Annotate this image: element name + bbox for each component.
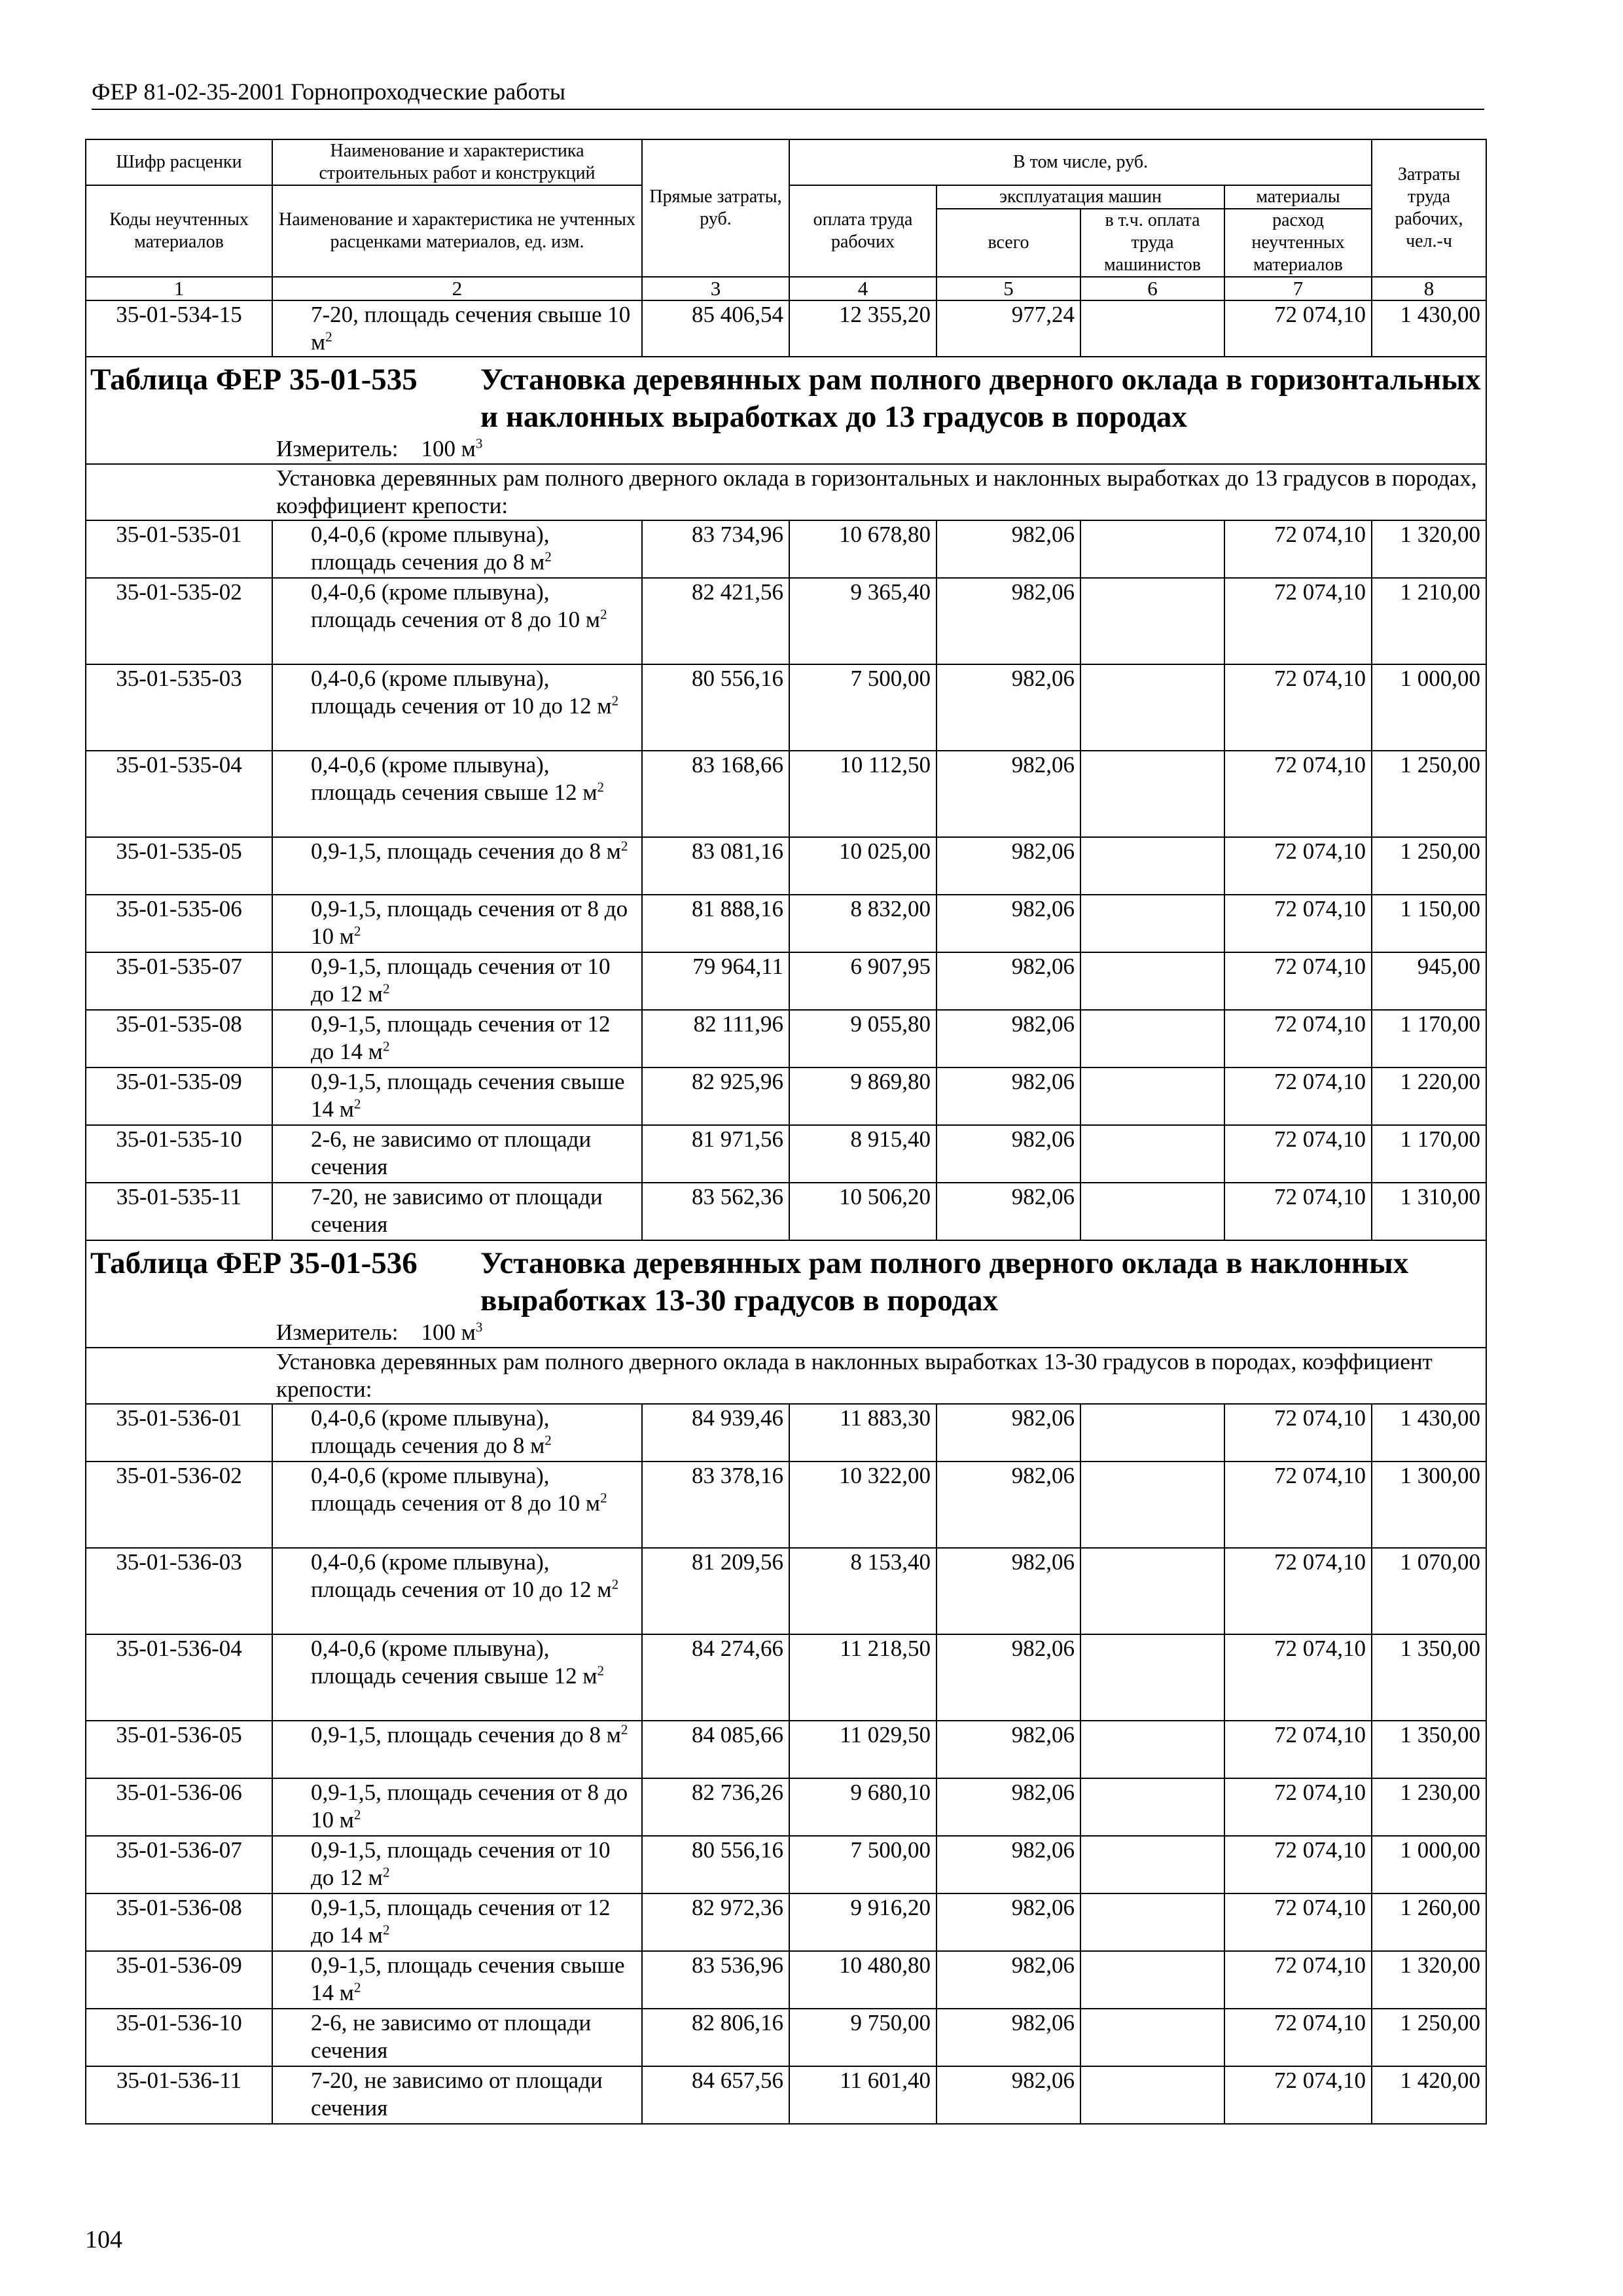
rate-name: 0,9-1,5, площадь сечения свыше 14 $м^2$ bbox=[272, 1067, 642, 1125]
direct-cost: 81 888,16 bbox=[642, 895, 789, 952]
materials-cost: 72 074,10 bbox=[1224, 1462, 1372, 1548]
labor-hours: 1 230,00 bbox=[1372, 1778, 1486, 1836]
direct-cost: 84 085,66 bbox=[642, 1721, 789, 1778]
labor-hours: 1 250,00 bbox=[1372, 2009, 1486, 2066]
materials-cost: 72 074,10 bbox=[1224, 837, 1372, 895]
labor-hours: 1 220,00 bbox=[1372, 1067, 1486, 1125]
labor-pay: 11 601,40 bbox=[789, 2066, 936, 2124]
rate-name: 0,9-1,5, площадь сечения от 10 до 12 $м^2$ bbox=[272, 952, 642, 1010]
direct-cost: 83 734,96 bbox=[642, 520, 789, 578]
rate-name: 0,4-0,6 (кроме плывуна), площадь сечения до 8 $м^2$ bbox=[272, 1404, 642, 1462]
direct-cost: 85 406,54 bbox=[642, 300, 789, 357]
direct-cost: 84 939,46 bbox=[642, 1404, 789, 1462]
labor-pay: 10 025,00 bbox=[789, 837, 936, 895]
labor-hours: 1 250,00 bbox=[1372, 837, 1486, 895]
machines-labor-pay bbox=[1080, 1778, 1224, 1836]
rate-code: 35-01-535-05 bbox=[86, 837, 272, 895]
direct-cost: 82 972,36 bbox=[642, 1893, 789, 1951]
direct-cost: 81 971,56 bbox=[642, 1125, 789, 1183]
rate-code: 35-01-536-03 bbox=[86, 1548, 272, 1634]
materials-cost: 72 074,10 bbox=[1224, 1721, 1372, 1778]
table-row bbox=[86, 1404, 1486, 1462]
machines-total: 982,06 bbox=[936, 1951, 1080, 2009]
machines-labor-pay bbox=[1080, 1634, 1224, 1721]
machines-labor-pay bbox=[1080, 300, 1224, 357]
machines-total: 982,06 bbox=[936, 1634, 1080, 1721]
rate-code: 35-01-536-08 bbox=[86, 1893, 272, 1951]
table-row bbox=[86, 1836, 1486, 1893]
machines-labor-pay bbox=[1080, 664, 1224, 751]
table-title: Установка деревянных рам полного дверного оклада в горизонтальных и наклонных выработках до 13 градусов в породах bbox=[480, 363, 1481, 434]
machines-total: 982,06 bbox=[936, 578, 1080, 664]
labor-pay: 9 750,00 bbox=[789, 2009, 936, 2066]
materials-cost: 72 074,10 bbox=[1224, 1548, 1372, 1634]
labor-pay: 9 055,80 bbox=[789, 1010, 936, 1067]
table-row bbox=[86, 1462, 1486, 1548]
header-machines-labor: в т.ч. оплата труда машинистов bbox=[1080, 209, 1224, 277]
direct-cost: 80 556,16 bbox=[642, 1836, 789, 1893]
direct-cost: 80 556,16 bbox=[642, 664, 789, 751]
labor-pay: 8 832,00 bbox=[789, 895, 936, 952]
materials-cost: 72 074,10 bbox=[1224, 1125, 1372, 1183]
machines-total: 982,06 bbox=[936, 837, 1080, 895]
rate-code: 35-01-536-09 bbox=[86, 1951, 272, 2009]
materials-cost: 72 074,10 bbox=[1224, 300, 1372, 357]
table-intro-row bbox=[86, 464, 1486, 520]
direct-cost: 83 378,16 bbox=[642, 1462, 789, 1548]
materials-cost: 72 074,10 bbox=[1224, 1634, 1372, 1721]
machines-labor-pay bbox=[1080, 1067, 1224, 1125]
table-row bbox=[86, 751, 1486, 837]
rate-name: 0,4-0,6 (кроме плывуна), площадь сечения свыше 12 $м^2$ bbox=[272, 1634, 642, 1721]
table-row bbox=[86, 1067, 1486, 1125]
labor-pay: 10 112,50 bbox=[789, 751, 936, 837]
table-row bbox=[86, 2009, 1486, 2066]
table-section-heading bbox=[86, 357, 1486, 464]
table-section-header bbox=[86, 1240, 1486, 1348]
machines-total: 982,06 bbox=[936, 2066, 1080, 2124]
direct-cost: 83 536,96 bbox=[642, 1951, 789, 2009]
labor-hours: 1 000,00 bbox=[1372, 1836, 1486, 1893]
rate-name: 0,9-1,5, площадь сечения до 8 $м^2$ bbox=[272, 1721, 642, 1778]
rates-table bbox=[85, 139, 1487, 2125]
labor-pay: 9 680,10 bbox=[789, 1778, 936, 1836]
rate-name: 7-20, не зависимо от площади сечения bbox=[272, 1183, 642, 1240]
rate-name: 0,9-1,5, площадь сечения от 8 до 10 $м^2$ bbox=[272, 895, 642, 952]
rate-code: 35-01-536-06 bbox=[86, 1778, 272, 1836]
labor-hours: 1 250,00 bbox=[1372, 751, 1486, 837]
direct-cost: 83 562,36 bbox=[642, 1183, 789, 1240]
labor-hours: 1 350,00 bbox=[1372, 1721, 1486, 1778]
labor-hours: 1 170,00 bbox=[1372, 1125, 1486, 1183]
direct-cost: 84 657,56 bbox=[642, 2066, 789, 2124]
labor-hours: 1 150,00 bbox=[1372, 895, 1486, 952]
rate-name: 0,4-0,6 (кроме плывуна), площадь сечения от 10 до 12 $м^2$ bbox=[272, 664, 642, 751]
labor-hours: 1 320,00 bbox=[1372, 520, 1486, 578]
machines-total: 982,06 bbox=[936, 1010, 1080, 1067]
materials-cost: 72 074,10 bbox=[1224, 952, 1372, 1010]
rate-name: 0,4-0,6 (кроме плывуна), площадь сечения до 8 $м^2$ bbox=[272, 520, 642, 578]
table-row bbox=[86, 578, 1486, 664]
materials-cost: 72 074,10 bbox=[1224, 1010, 1372, 1067]
labor-hours: 1 000,00 bbox=[1372, 664, 1486, 751]
header-codes-unaccounted: Коды неучтенных материалов bbox=[86, 185, 272, 277]
header-including: В том числе, руб. bbox=[789, 139, 1372, 185]
machines-labor-pay bbox=[1080, 1836, 1224, 1893]
header-machines: эксплуатация машин bbox=[936, 185, 1224, 209]
direct-cost: 82 925,96 bbox=[642, 1067, 789, 1125]
machines-total: 982,06 bbox=[936, 751, 1080, 837]
rate-code: 35-01-535-10 bbox=[86, 1125, 272, 1183]
table-intro: Установка деревянных рам полного дверного оклада в горизонтальных и наклонных выработках до 13 градусов в породах, коэффициент крепости: bbox=[86, 464, 1486, 520]
rate-code: 35-01-535-04 bbox=[86, 751, 272, 837]
machines-labor-pay bbox=[1080, 952, 1224, 1010]
table-row bbox=[86, 1125, 1486, 1183]
machines-labor-pay bbox=[1080, 1404, 1224, 1462]
machines-total: 982,06 bbox=[936, 2009, 1080, 2066]
labor-pay: 7 500,00 bbox=[789, 1836, 936, 1893]
rate-name: 7-20, не зависимо от площади сечения bbox=[272, 2066, 642, 2124]
direct-cost: 82 806,16 bbox=[642, 2009, 789, 2066]
materials-cost: 72 074,10 bbox=[1224, 1778, 1372, 1836]
labor-hours: 1 310,00 bbox=[1372, 1183, 1486, 1240]
rate-name: 2-6, не зависимо от площади сечения bbox=[272, 1125, 642, 1183]
labor-pay: 9 365,40 bbox=[789, 578, 936, 664]
machines-labor-pay bbox=[1080, 1010, 1224, 1067]
direct-cost: 82 421,56 bbox=[642, 578, 789, 664]
machines-total: 982,06 bbox=[936, 1778, 1080, 1836]
rate-name: 0,9-1,5, площадь сечения от 12 до 14 $м^2$ bbox=[272, 1893, 642, 1951]
page-number: 104 bbox=[85, 2226, 122, 2253]
unit-line bbox=[90, 436, 1486, 462]
labor-pay: 11 029,50 bbox=[789, 1721, 936, 1778]
table-row bbox=[86, 1893, 1486, 1951]
rate-name: 0,4-0,6 (кроме плывуна), площадь сечения от 8 до 10 $м^2$ bbox=[272, 578, 642, 664]
table-intro-row bbox=[86, 1348, 1486, 1404]
rate-name: 0,4-0,6 (кроме плывуна), площадь сечения от 10 до 12 $м^2$ bbox=[272, 1548, 642, 1634]
table-section-header bbox=[86, 357, 1486, 464]
materials-cost: 72 074,10 bbox=[1224, 578, 1372, 664]
materials-cost: 72 074,10 bbox=[1224, 751, 1372, 837]
materials-cost: 72 074,10 bbox=[1224, 1893, 1372, 1951]
table-id: Таблица ФЕР 35-01-535 bbox=[90, 363, 418, 397]
machines-total: 982,06 bbox=[936, 895, 1080, 952]
table-row bbox=[86, 664, 1486, 751]
column-number: 8 bbox=[1372, 277, 1486, 300]
labor-hours: 1 320,00 bbox=[1372, 1951, 1486, 2009]
machines-labor-pay bbox=[1080, 1951, 1224, 2009]
materials-cost: 72 074,10 bbox=[1224, 895, 1372, 952]
machines-labor-pay bbox=[1080, 520, 1224, 578]
rate-code: 35-01-536-11 bbox=[86, 2066, 272, 2124]
labor-hours: 1 430,00 bbox=[1372, 1404, 1486, 1462]
labor-pay: 9 916,20 bbox=[789, 1893, 936, 1951]
column-number: 2 bbox=[272, 277, 642, 300]
labor-pay: 8 915,40 bbox=[789, 1125, 936, 1183]
table-row bbox=[86, 1778, 1486, 1836]
column-number: 3 bbox=[642, 277, 789, 300]
header-materials: материалы bbox=[1224, 185, 1372, 209]
column-number: 1 bbox=[86, 277, 272, 300]
table-row bbox=[86, 300, 1486, 357]
table-section-heading bbox=[86, 1240, 1486, 1348]
rate-name: 0,9-1,5, площадь сечения от 12 до 14 $м^2$ bbox=[272, 1010, 642, 1067]
rate-code: 35-01-536-02 bbox=[86, 1462, 272, 1548]
unit-value: 100 $м^3$ bbox=[421, 1319, 483, 1345]
labor-hours: 1 170,00 bbox=[1372, 1010, 1486, 1067]
rate-code: 35-01-534-15 bbox=[86, 300, 272, 357]
labor-pay: 11 883,30 bbox=[789, 1404, 936, 1462]
machines-total: 982,06 bbox=[936, 952, 1080, 1010]
rate-code: 35-01-535-09 bbox=[86, 1067, 272, 1125]
machines-total: 982,06 bbox=[936, 1462, 1080, 1548]
unit-label: Измеритель: bbox=[276, 436, 399, 461]
labor-pay: 6 907,95 bbox=[789, 952, 936, 1010]
column-number: 4 bbox=[789, 277, 936, 300]
header-direct: Прямые затраты, руб. bbox=[642, 139, 789, 277]
labor-hours: 1 210,00 bbox=[1372, 578, 1486, 664]
rate-name: 0,4-0,6 (кроме плывуна), площадь сечения свыше 12 $м^2$ bbox=[272, 751, 642, 837]
materials-cost: 72 074,10 bbox=[1224, 2066, 1372, 2124]
table-title: Установка деревянных рам полного дверного оклада в наклонных выработках 13-30 градусов в породах bbox=[480, 1246, 1409, 1318]
rate-code: 35-01-536-05 bbox=[86, 1721, 272, 1778]
header-machines-total: всего bbox=[936, 209, 1080, 277]
machines-total: 982,06 bbox=[936, 1893, 1080, 1951]
labor-pay: 7 500,00 bbox=[789, 664, 936, 751]
column-number: 6 bbox=[1080, 277, 1224, 300]
labor-pay: 10 506,20 bbox=[789, 1183, 936, 1240]
table-row bbox=[86, 837, 1486, 895]
rate-code: 35-01-535-11 bbox=[86, 1183, 272, 1240]
unit-label: Измеритель: bbox=[276, 1319, 399, 1345]
direct-cost: 82 736,26 bbox=[642, 1778, 789, 1836]
running-head: ФЕР 81-02-35-2001 Горнопроходческие работы bbox=[92, 77, 1484, 110]
table-intro: Установка деревянных рам полного дверного оклада в наклонных выработках 13-30 градусов в породах, коэффициент крепости: bbox=[86, 1348, 1486, 1404]
machines-labor-pay bbox=[1080, 578, 1224, 664]
direct-cost: 81 209,56 bbox=[642, 1548, 789, 1634]
labor-pay: 10 678,80 bbox=[789, 520, 936, 578]
rate-name: 2-6, не зависимо от площади сечения bbox=[272, 2009, 642, 2066]
machines-total: 982,06 bbox=[936, 1404, 1080, 1462]
labor-pay: 12 355,20 bbox=[789, 300, 936, 357]
machines-labor-pay bbox=[1080, 1462, 1224, 1548]
direct-cost: 79 964,11 bbox=[642, 952, 789, 1010]
machines-labor-pay bbox=[1080, 1125, 1224, 1183]
rate-code: 35-01-536-10 bbox=[86, 2009, 272, 2066]
header-materials-use: расход неучтенных материалов bbox=[1224, 209, 1372, 277]
unit-value: 100 $м^3$ bbox=[421, 435, 483, 461]
rate-code: 35-01-535-02 bbox=[86, 578, 272, 664]
labor-hours: 1 070,00 bbox=[1372, 1548, 1486, 1634]
labor-hours: 1 300,00 bbox=[1372, 1462, 1486, 1548]
unit-line bbox=[90, 1319, 1486, 1346]
rate-code: 35-01-535-06 bbox=[86, 895, 272, 952]
header-name: Наименование и характеристика строительных работ и конструкций bbox=[272, 139, 642, 185]
labor-hours: 1 420,00 bbox=[1372, 2066, 1486, 2124]
machines-labor-pay bbox=[1080, 837, 1224, 895]
table-row bbox=[86, 1548, 1486, 1634]
machines-total: 977,24 bbox=[936, 300, 1080, 357]
machines-total: 982,06 bbox=[936, 1125, 1080, 1183]
materials-cost: 72 074,10 bbox=[1224, 1183, 1372, 1240]
machines-total: 982,06 bbox=[936, 1183, 1080, 1240]
machines-labor-pay bbox=[1080, 2009, 1224, 2066]
table-row bbox=[86, 1183, 1486, 1240]
rate-code: 35-01-536-04 bbox=[86, 1634, 272, 1721]
table-id: Таблица ФЕР 35-01-536 bbox=[90, 1246, 418, 1280]
header-name-unaccounted: Наименование и характеристика не учтенных расценками материалов, ед. изм. bbox=[272, 185, 642, 277]
labor-hours: 1 350,00 bbox=[1372, 1634, 1486, 1721]
column-number: 7 bbox=[1224, 277, 1372, 300]
table-row bbox=[86, 895, 1486, 952]
rate-name: 7-20, площадь сечения свыше 10 $м^2$ bbox=[272, 300, 642, 357]
labor-hours: 945,00 bbox=[1372, 952, 1486, 1010]
labor-pay: 10 480,80 bbox=[789, 1951, 936, 2009]
materials-cost: 72 074,10 bbox=[1224, 1951, 1372, 2009]
rate-code: 35-01-535-01 bbox=[86, 520, 272, 578]
header-code: Шифр расценки bbox=[86, 139, 272, 185]
materials-cost: 72 074,10 bbox=[1224, 520, 1372, 578]
table-row bbox=[86, 952, 1486, 1010]
column-number: 5 bbox=[936, 277, 1080, 300]
direct-cost: 84 274,66 bbox=[642, 1634, 789, 1721]
rate-name: 0,9-1,5, площадь сечения свыше 14 $м^2$ bbox=[272, 1951, 642, 2009]
table-row bbox=[86, 520, 1486, 578]
materials-cost: 72 074,10 bbox=[1224, 1404, 1372, 1462]
materials-cost: 72 074,10 bbox=[1224, 664, 1372, 751]
header-labor: Затраты труда рабочих, чел.-ч bbox=[1372, 139, 1486, 277]
machines-total: 982,06 bbox=[936, 1067, 1080, 1125]
direct-cost: 83 081,16 bbox=[642, 837, 789, 895]
labor-pay: 11 218,50 bbox=[789, 1634, 936, 1721]
materials-cost: 72 074,10 bbox=[1224, 1067, 1372, 1125]
machines-labor-pay bbox=[1080, 751, 1224, 837]
rate-name: 0,9-1,5, площадь сечения до 8 $м^2$ bbox=[272, 837, 642, 895]
machines-total: 982,06 bbox=[936, 520, 1080, 578]
machines-total: 982,06 bbox=[936, 664, 1080, 751]
machines-labor-pay bbox=[1080, 2066, 1224, 2124]
rate-code: 35-01-535-07 bbox=[86, 952, 272, 1010]
rate-name: 0,9-1,5, площадь сечения от 8 до 10 $м^2$ bbox=[272, 1778, 642, 1836]
labor-hours: 1 430,00 bbox=[1372, 300, 1486, 357]
table-row bbox=[86, 1721, 1486, 1778]
rate-name: 0,9-1,5, площадь сечения от 10 до 12 $м^2$ bbox=[272, 1836, 642, 1893]
table-row bbox=[86, 2066, 1486, 2124]
materials-cost: 72 074,10 bbox=[1224, 2009, 1372, 2066]
machines-total: 982,06 bbox=[936, 1721, 1080, 1778]
table-row bbox=[86, 1010, 1486, 1067]
rate-code: 35-01-535-03 bbox=[86, 664, 272, 751]
rate-name: 0,4-0,6 (кроме плывуна), площадь сечения от 8 до 10 $м^2$ bbox=[272, 1462, 642, 1548]
machines-labor-pay bbox=[1080, 1548, 1224, 1634]
labor-hours: 1 260,00 bbox=[1372, 1893, 1486, 1951]
rate-code: 35-01-535-08 bbox=[86, 1010, 272, 1067]
machines-labor-pay bbox=[1080, 1183, 1224, 1240]
direct-cost: 82 111,96 bbox=[642, 1010, 789, 1067]
machines-total: 982,06 bbox=[936, 1548, 1080, 1634]
labor-pay: 8 153,40 bbox=[789, 1548, 936, 1634]
labor-pay: 9 869,80 bbox=[789, 1067, 936, 1125]
machines-total: 982,06 bbox=[936, 1836, 1080, 1893]
machines-labor-pay bbox=[1080, 1721, 1224, 1778]
materials-cost: 72 074,10 bbox=[1224, 1836, 1372, 1893]
table-row bbox=[86, 1951, 1486, 2009]
labor-pay: 10 322,00 bbox=[789, 1462, 936, 1548]
machines-labor-pay bbox=[1080, 895, 1224, 952]
table-row bbox=[86, 1634, 1486, 1721]
machines-labor-pay bbox=[1080, 1893, 1224, 1951]
rate-code: 35-01-536-07 bbox=[86, 1836, 272, 1893]
header-labor-pay: оплата труда рабочих bbox=[789, 185, 936, 277]
rate-code: 35-01-536-01 bbox=[86, 1404, 272, 1462]
direct-cost: 83 168,66 bbox=[642, 751, 789, 837]
